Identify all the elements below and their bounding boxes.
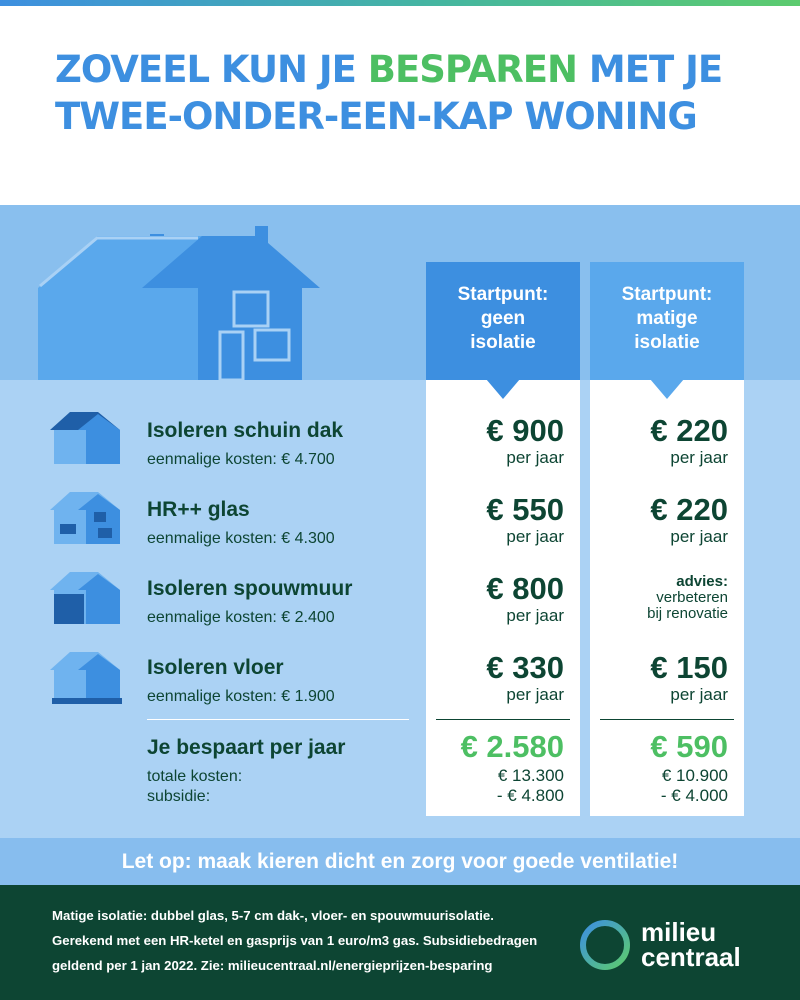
value-spouwmuur: € 800 per jaar [486, 571, 564, 625]
total-savings: € 590 € 10.900 - € 4.000 [650, 729, 728, 805]
row-subtitle-vloer: eenmalige kosten: € 1.900 [147, 688, 335, 705]
row-title-vloer: Isoleren vloer [147, 656, 284, 679]
totals-subsidy-label: subsidie: [147, 788, 211, 805]
value-vloer: € 330 per jaar [486, 650, 564, 704]
semi-detached-house-icon [38, 222, 320, 380]
ventilation-note: Let op: maak kieren dicht en zorg voor goede ventilatie! [0, 838, 800, 885]
milieu-centraal-logo-text: milieu centraal [641, 917, 741, 972]
row-subtitle-glas: eenmalige kosten: € 4.300 [147, 530, 335, 547]
column-header: Startpunt: matige isolatie [590, 262, 744, 380]
title-highlight: BESPAREN [367, 48, 577, 91]
column-divider [600, 719, 734, 720]
row-divider [147, 719, 409, 720]
row-subtitle-spouwmuur: eenmalige kosten: € 2.400 [147, 609, 335, 626]
page-title: ZOVEEL KUN JE BESPAREN MET JE TWEE-ONDER-EEN-KAP WONING [55, 48, 723, 138]
wall-house-icon [50, 570, 124, 626]
row-title-spouwmuur: Isoleren spouwmuur [147, 577, 353, 600]
totals-costs-label: totale kosten: [147, 768, 243, 785]
row-subtitle-dak: eenmalige kosten: € 4.700 [147, 451, 335, 468]
milieu-centraal-logo-icon [578, 918, 632, 972]
value-glas: € 550 per jaar [486, 492, 564, 546]
value-dak: € 900 per jaar [486, 413, 564, 467]
value-vloer: € 150 per jaar [650, 650, 728, 704]
row-title-glas: HR++ glas [147, 498, 250, 521]
top-gradient-bar [0, 0, 800, 6]
value-dak: € 220 per jaar [650, 413, 728, 467]
column-header: Startpunt: geen isolatie [426, 262, 580, 380]
roof-house-icon [50, 410, 124, 466]
advies-spouwmuur: advies: verbeteren bij renovatie [647, 573, 728, 622]
footer-text: Matige isolatie: dubbel glas, 5-7 cm dak-, vloer- en spouwmuurisolatie. Gerekend met een HR-ketel en gasprijs van 1 euro/m3 gas. Subsidiebedragen geldend per 1 jan 2022. Zie: milieucentraal.nl/energieprijzen-besparing [52, 908, 538, 973]
totals-title: Je bespaart per jaar [147, 736, 346, 759]
header-arrow [486, 379, 520, 399]
row-title-dak: Isoleren schuin dak [147, 419, 344, 442]
column-geen-isolatie [426, 262, 580, 816]
column-matige-isolatie [590, 262, 744, 816]
value-glas: € 220 per jaar [650, 492, 728, 546]
total-savings: € 2.580 € 13.300 - € 4.800 [460, 729, 564, 805]
glass-house-icon [50, 490, 124, 546]
floor-house-icon [50, 650, 124, 706]
column-divider [436, 719, 570, 720]
header-arrow [650, 379, 684, 399]
